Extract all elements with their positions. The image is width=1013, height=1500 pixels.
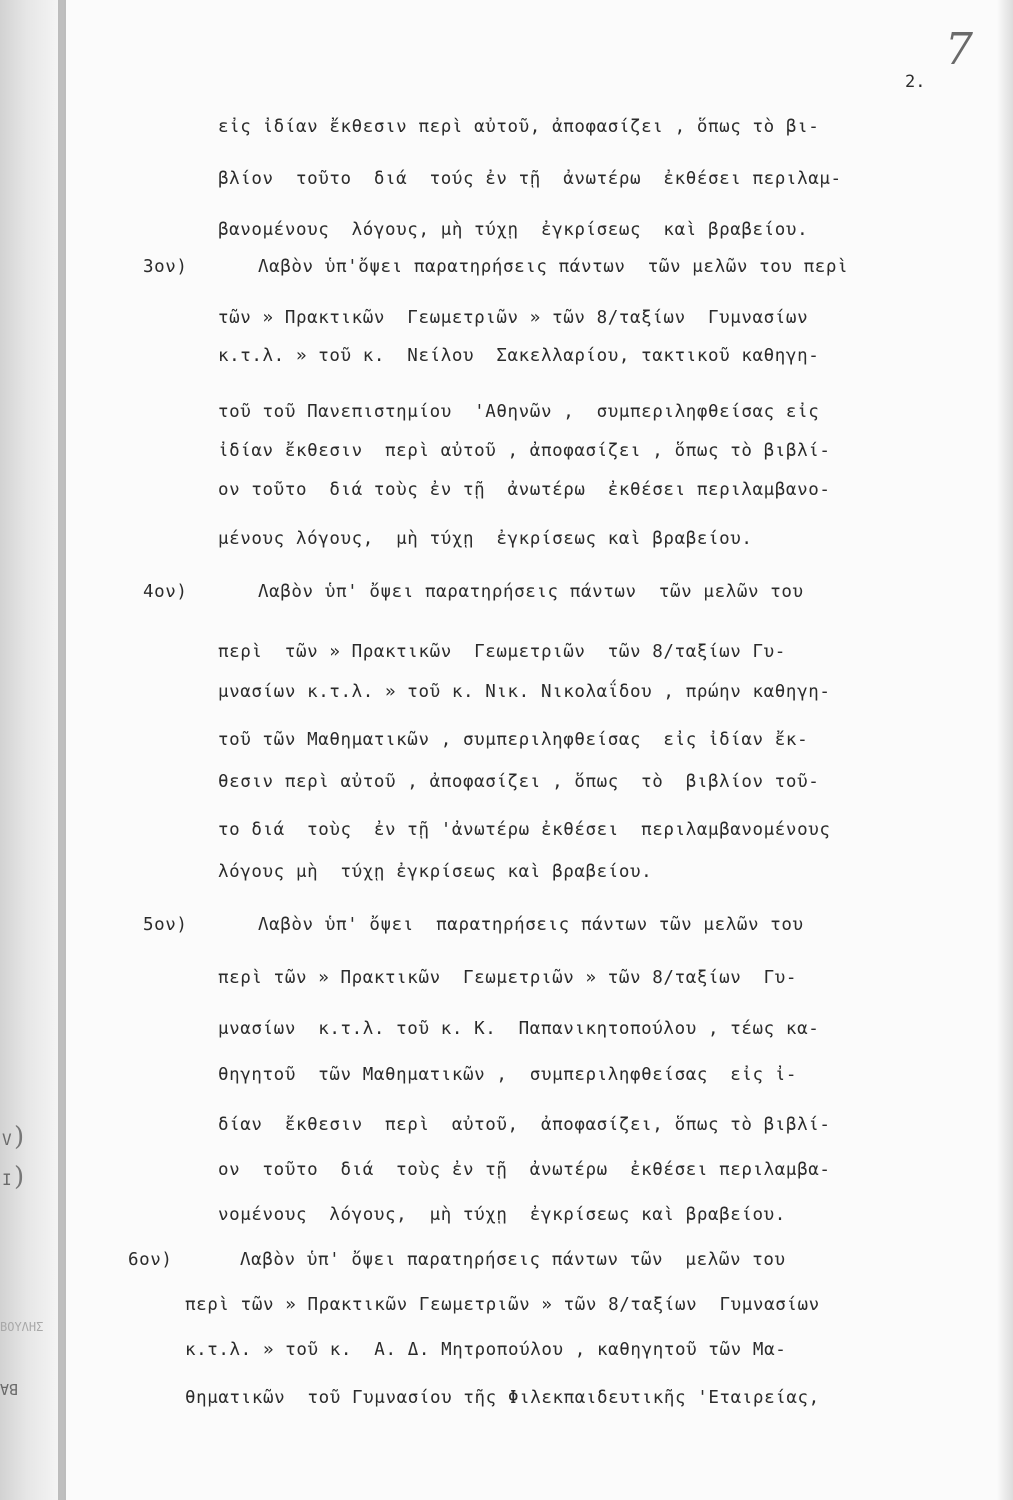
text-line: περὶ τῶν » Πρακτικῶν Γεωμετριῶν » τῶν 8/ταξίων Γυμνασίων xyxy=(185,1295,820,1315)
margin-bleed-i: I xyxy=(2,1170,12,1189)
text-line: ἰδίαν ἔκθεσιν περὶ αὐτοῦ , ἀποφασίζει , ὅπως τὸ βιβλί- xyxy=(218,441,831,461)
text-line: δίαν ἔκθεσιν περὶ αὐτοῦ, ἀποφασίζει, ὅπως τὸ βιβλί- xyxy=(218,1115,831,1135)
text-line: Λαβὸν ὑπ' ὄψει παρατηρήσεις πάντων τῶν μελῶν του xyxy=(258,582,804,602)
binding-edge-inner xyxy=(64,0,66,1500)
text-line: νομένους λόγους, μὴ τύχῃ ἐγκρίσεως καὶ βραβείου. xyxy=(218,1205,786,1225)
text-line: κ.τ.λ. » τοῦ κ. Νείλου Σακελλαρίου, τακτικοῦ καθηγη- xyxy=(218,346,820,366)
text-line: Λαβὸν ὑπ' ὄψει παρατηρήσεις πάντων τῶν μελῶν του xyxy=(240,1250,786,1270)
text-line: ον τοῦτο διά τοὺς ἐν τῇ ἀνωτέρω ἐκθέσει περιλαμβανο- xyxy=(218,480,831,500)
text-line: θηγητοῦ τῶν Μαθηματικῶν , συμπεριληφθείσας εἰς ἰ- xyxy=(218,1065,798,1085)
margin-bracket-upper: ) xyxy=(14,1122,25,1152)
text-line: τοῦ τοῦ Πανεπιστημίου 'Αθηνῶν , συμπεριληφθείσας εἰς xyxy=(218,402,820,422)
margin-bracket-lower: ) xyxy=(14,1162,25,1192)
text-line: Λαβὸν ὑπ'ὄψει παρατηρήσεις πάντων τῶν μελῶν του περὶ xyxy=(258,257,849,277)
text-line: τοῦ τῶν Μαθηματικῶν , συμπεριληφθείσας εἰς ἰδίαν ἔκ- xyxy=(218,730,809,750)
text-line: θεσιν περὶ αὐτοῦ , ἀποφασίζει , ὅπως τὸ βιβλίον τοῦ- xyxy=(218,772,820,792)
text-line: τῶν » Πρακτικῶν Γεωμετριῶν » τῶν 8/ταξίων Γυμνασίων xyxy=(218,308,809,328)
text-line: μένους λόγους, μὴ τύχῃ ἐγκρίσεως καὶ βραβείου. xyxy=(218,529,753,549)
stamp-bleed-ba: ΒΑ xyxy=(0,1380,19,1398)
item-marker: 6ον) xyxy=(128,1250,173,1270)
stamp-bleed-line: ΒΟΥΛΗΣ xyxy=(0,1320,44,1334)
text-line: κ.τ.λ. » τοῦ κ. Α. Δ. Μητροπούλου , καθηγητοῦ τῶν Μα- xyxy=(185,1340,787,1360)
item-marker: 3ον) xyxy=(143,257,188,277)
text-line: μνασίων κ.τ.λ. τοῦ κ. Κ. Παπανικητοπούλου , τέως κα- xyxy=(218,1019,820,1039)
text-line: περὶ τῶν » Πρακτικῶν Γεωμετριῶν τῶν 8/ταξίων Γυ- xyxy=(218,642,786,662)
text-line: λόγους μὴ τύχῃ ἐγκρίσεως καὶ βραβείου. xyxy=(218,862,653,882)
page-right-edge xyxy=(997,0,1013,1500)
text-line: μνασίων κ.τ.λ. » τοῦ κ. Νικ. Νικολαΐδου , πρώην καθηγη- xyxy=(218,682,831,702)
text-line: βλίον τοῦτο διά τούς ἐν τῇ ἀνωτέρω ἐκθέσει περιλαμ- xyxy=(218,169,842,189)
handwritten-page-number: 7 xyxy=(945,24,973,75)
binding-shadow xyxy=(0,0,60,1500)
margin-bleed-v: V xyxy=(2,1130,12,1149)
item-marker: 4ον) xyxy=(143,582,188,602)
text-line: ον τοῦτο διά τοὺς ἐν τῇ ἀνωτέρω ἐκθέσει περιλαμβα- xyxy=(218,1160,831,1180)
text-line: περὶ τῶν » Πρακτικῶν Γεωμετριῶν » τῶν 8/ταξίων Γυ- xyxy=(218,968,798,988)
text-line: Λαβὸν ὑπ' ὄψει παρατηρήσεις πάντων τῶν μελῶν του xyxy=(258,915,804,935)
text-line: θηματικῶν τοῦ Γυμνασίου τῆς Φιλεκπαιδευτικῆς 'Εταιρείας, xyxy=(185,1388,820,1408)
text-line: το διά τοὺς ἐν τῇ 'ἀνωτέρω ἐκθέσει περιλαμβανομένους xyxy=(218,820,831,840)
item-marker: 5ον) xyxy=(143,915,188,935)
text-line: βανομένους λόγους, μὴ τύχῃ ἐγκρίσεως καὶ βραβείου. xyxy=(218,220,809,240)
typed-page-number: 2. xyxy=(905,72,926,92)
text-line: εἰς ἰδίαν ἔκθεσιν περὶ αὐτοῦ, ἀποφασίζει , ὅπως τὸ βι- xyxy=(218,117,820,137)
